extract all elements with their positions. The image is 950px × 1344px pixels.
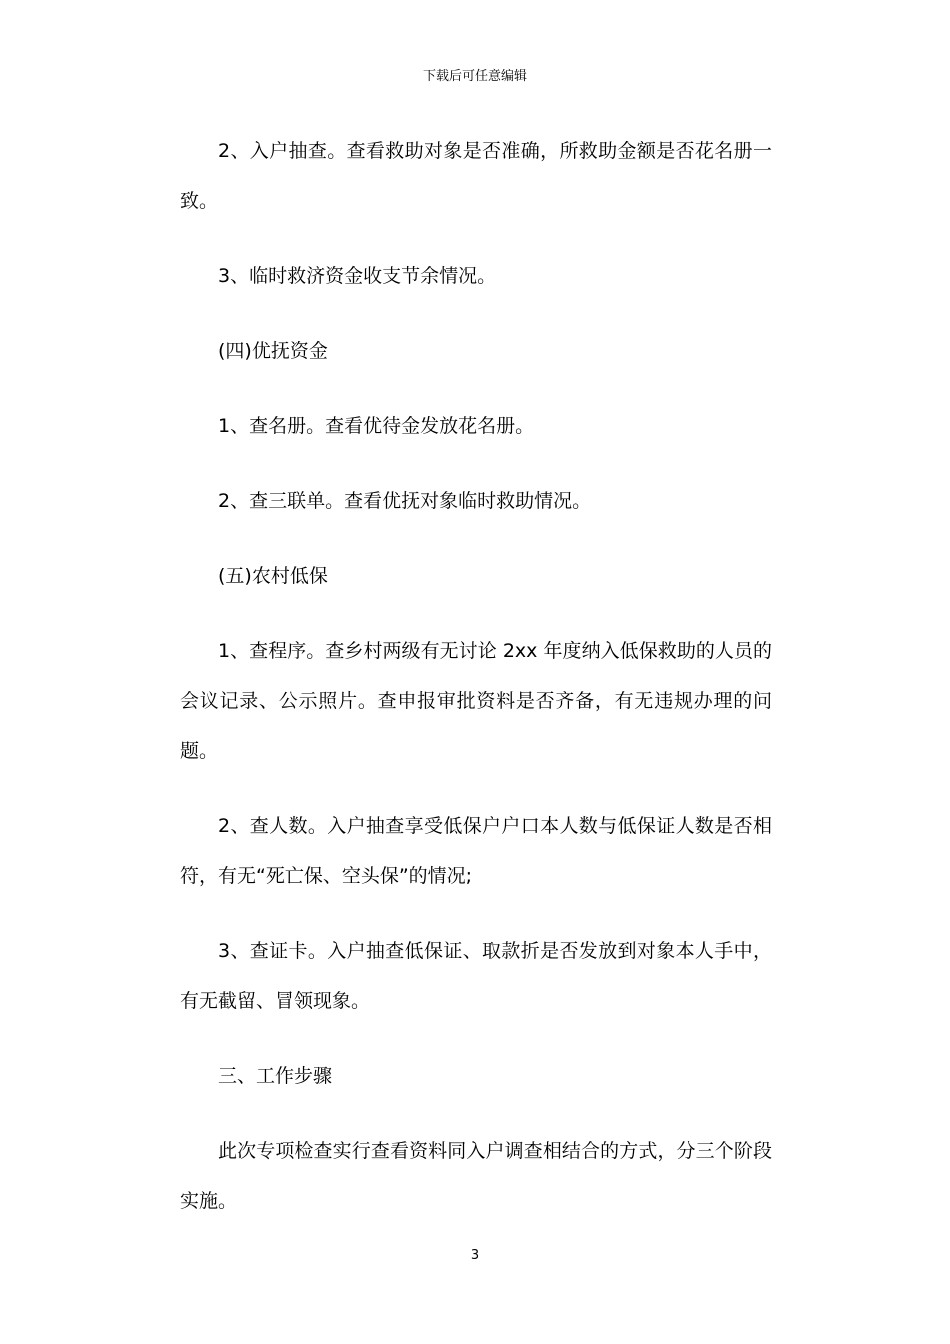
section-heading-rural-subsistence: (五)农村低保 [218,565,328,587]
page-header: 下载后可任意编辑 [422,69,527,84]
paragraph-check-triplicate: 2、查三联单。查看优抚对象临时救助情况。 [218,490,592,512]
page-number: 3 [470,1248,480,1263]
section-heading-preferential-funds: (四)优抚资金 [218,340,328,362]
document-body [180,126,772,1251]
paragraph-household-check: 2、入户抽查。查看救助对象是否准确，所救助金额是否花名册一致。 [180,140,772,212]
paragraph-check-roster: 1、查名册。查看优待金发放花名册。 [218,415,535,437]
paragraph-check-procedure: 1、查程序。查乡村两级有无讨论 2xx 年度纳入低保救助的人员的会议记录、公示照片。查申报审批资料是否齐备，有无违规办理的问题。 [180,640,772,762]
paragraph-relief-funds: 3、临时救济资金收支节余情况。 [218,265,497,287]
paragraph-implementation: 此次专项检查实行查看资料同入户调查相结合的方式，分三个阶段实施。 [180,1140,772,1212]
paragraph-check-headcount: 2、查人数。入户抽查享受低保户户口本人数与低保证人数是否相符，有无“死亡保、空头保”的情况; [180,815,772,887]
paragraph-check-certificates: 3、查证卡。入户抽查低保证、取款折是否发放到对象本人手中，有无截留、冒领现象。 [180,940,772,1012]
section-heading-work-steps: 三、工作步骤 [218,1065,333,1087]
